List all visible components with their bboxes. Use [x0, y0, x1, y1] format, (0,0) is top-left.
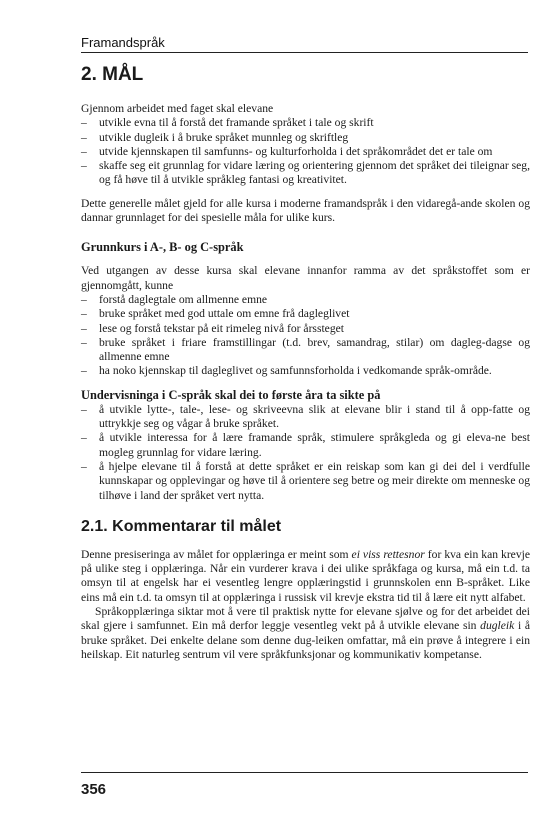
grunnkurs-list [81, 293, 530, 379]
list-item: – ha noko kjennskap til dagleglivet og samfunnsforholda i vedkomande språk-område. [81, 364, 530, 378]
intro-lead: Gjennom arbeidet med faget skal elevane [81, 102, 274, 115]
p1-text-end: for kva ein kan krevje på ulike steg i opplæringa. Når ein vurderer krava i dei ulike språkfaga og kursa, må ein t.d. ta omsyn til at engelsk har ei vesentleg lengre opplæringstid i grunnskolen enn B-språket. Like eins må ein t.d. ta omsyn til at opplæringa i russisk vil krevje ekstra tid til å lære eit nytt alfabet. [81, 547, 530, 604]
footer-rule [81, 772, 528, 773]
section-paragraph-2 [81, 605, 530, 662]
running-header-title: Framandspråk [81, 35, 165, 50]
intro-block [81, 102, 530, 188]
list-item: – forstå daglegtale om allmenne emne [81, 293, 530, 307]
section-paragraph-1 [81, 548, 530, 605]
p1-text-start: Denne presiseringa av målet for opplæringa er meint som [81, 547, 352, 561]
chapter-title: 2. MÅL [81, 64, 144, 85]
page-body [81, 64, 530, 662]
header-rule [81, 52, 528, 53]
section-title: 2.1. Kommentarar til målet [81, 517, 282, 535]
list-item: – skaffe seg eit grunnlag for vidare læring og orientering gjennom det språket dei tileignar seg, og få høve til å utvikle språkleg fantasi og kreativitet. [81, 159, 530, 188]
p2-text-end: i å bruke språket. Dei enkelte delane som denne dug-leiken omfattar, må ein prøve å integrere i ein heilskap. Eit naturleg sentrum vil vere språkfunksjonar og kommunikativ kompetanse. [81, 619, 530, 661]
list-item: – bruke språket i friare framstillingar (t.d. brev, samandrag, stilar) om dagleg-dagse og allmenne emne [81, 336, 530, 365]
c-sprak-heading: Undervisninga i C-språk skal dei to første åra ta sikte på [81, 387, 381, 402]
p2-text-start: Språkopplæringa siktar mot å vere til praktisk nytte for elevane sjølve og for det arbeidet dei skal gjere i samfunnet. Ein må derfor leggje vesentleg vekt på å utvikle elevane sin [81, 605, 530, 633]
p2-emphasis: dugleik [480, 619, 515, 633]
page-number: 356 [81, 781, 107, 798]
grunnkurs-heading: Grunnkurs i A-, B- og C-språk [81, 240, 244, 255]
list-item: – å utvikle interessa for å lære framande språk, stimulere språkgleda og gi eleva-ne best mogleg grunnlag for vidare læring. [81, 431, 530, 460]
grunnkurs-lead: Ved utgangen av desse kursa skal elevane innanfor ramma av det språkstoffet som er gjennomgått, kunne [81, 264, 530, 292]
list-item: – bruke språket med god uttale om emne frå dagleglivet [81, 307, 530, 321]
list-item: – utvikle dugleik i å bruke språket munnleg og skriftleg [81, 131, 530, 145]
list-item: – å utvikle lytte-, tale-, lese- og skriveevna slik at elevane blir i stand til å opp-fatte og uttrykkje seg og vågar å bruke språket. [81, 403, 530, 432]
intro-list [81, 116, 530, 187]
grunnkurs-block [81, 264, 530, 378]
list-item: – utvikle evna til å forstå det framande språket i tale og skrift [81, 116, 530, 130]
list-item: – å hjelpe elevane til å forstå at dette språket er ein reiskap som kan gi dei del i verdfulle kunnskapar og opplevingar og høve til å orientere seg betre og meir direkte om menneske og tilhøve i land der språket vert nytta. [81, 460, 530, 503]
intro-closing: Dette generelle målet gjeld for alle kursa i moderne framandspråk i den vidaregå-ande skolen og dannar grunnlaget for dei spesielle måla for ulike kurs. [81, 196, 530, 225]
c-sprak-list [81, 403, 530, 503]
list-item: – utvide kjennskapen til samfunns- og kulturforholda i det språkområdet det er tale om [81, 145, 530, 159]
list-item: – lese og forstå tekstar på eit rimeleg nivå for årssteget [81, 322, 530, 336]
p1-emphasis: ei viss rettesnor [351, 547, 425, 561]
